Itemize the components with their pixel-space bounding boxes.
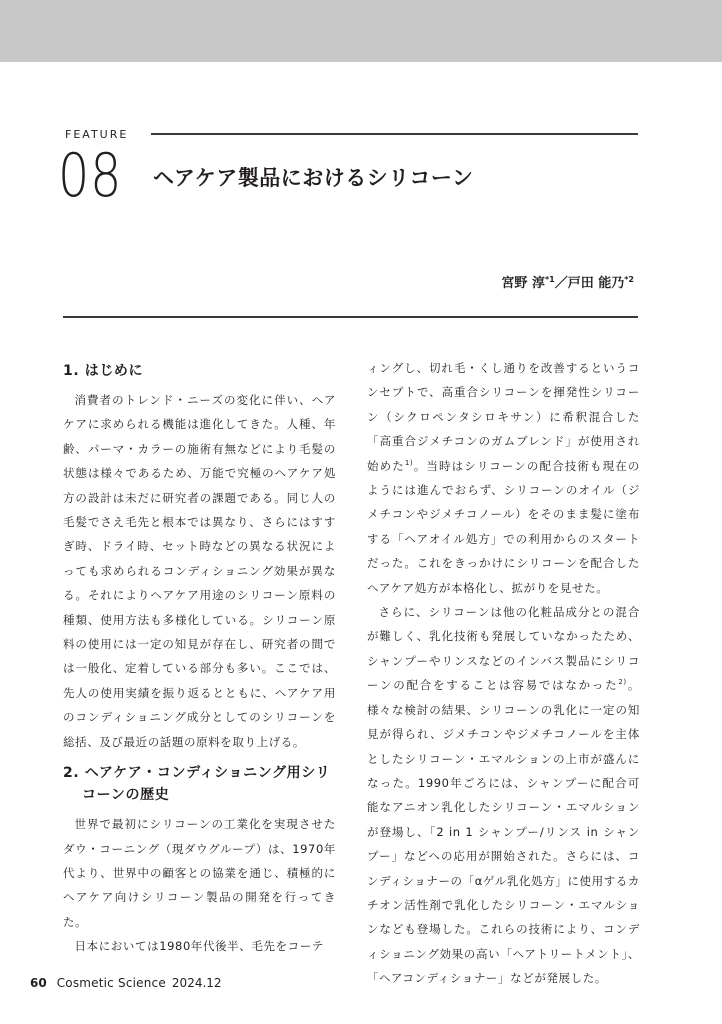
reference-1: 1) bbox=[404, 458, 414, 467]
feature-label: FEATURE bbox=[65, 128, 129, 141]
author-2: 戸田 能乃 bbox=[567, 276, 625, 291]
header-rule bbox=[63, 316, 638, 318]
author-line bbox=[501, 272, 634, 291]
author-1-mark: *1 bbox=[544, 275, 555, 284]
author-separator: ／ bbox=[554, 276, 568, 291]
author-1: 宮野 淳 bbox=[501, 276, 545, 291]
right-column bbox=[367, 356, 640, 991]
left-column bbox=[63, 356, 336, 959]
reference-2: 2) bbox=[618, 678, 627, 687]
page-footer bbox=[30, 976, 222, 990]
paragraph-text: さらに、シリコーンは他の化粧品成分との混合が難しく、乳化技術も発展していなかったため、シャンプーやリンスなどのインバス製品にシリコーンの配合をすることは容易ではなかった bbox=[367, 605, 640, 693]
section-1-heading: 1. はじめに bbox=[63, 363, 144, 379]
section-2-paragraph-3 bbox=[367, 600, 640, 991]
section-2-paragraph-2-start: 日本においては1980年代後半、毛先をコーテ bbox=[74, 939, 324, 954]
feature-number: 08 bbox=[58, 141, 123, 211]
section-1-paragraph: 消費者のトレンド・ニーズの変化に伴い、ヘアケアに求められる機能は進化してきた。人種、年齢、パーマ・カラーの施術有無などにより毛髪の状態は様々であるため、万能で究極のヘアケア処方の設計は未だに研究者の課題である。同じ人の毛髪でさえ毛先と根本では異なり、さらにはすすぎ時、ドライ時、セット時などの異なる状況によっても求められるコンディショニング効果が異なる。それによりヘアケア用途のシリコーン原料の種類、使用方法も多様化している。シリコーン原料の使用には一定の知見が存在し、研究者の間では一般化、定着している部分も多い。ここでは、先人の使用実績を振り返るとともに、ヘアケア用のコンディショニング成分としてのシリコーンを総括、及び最近の話題の原料を取り上げる。 bbox=[63, 393, 336, 749]
header-band bbox=[0, 0, 722, 62]
feature-rule bbox=[151, 133, 638, 135]
page-number: 60 bbox=[30, 976, 47, 990]
author-2-mark: *2 bbox=[624, 275, 634, 284]
article-title: ヘアケア製品におけるシリコーン bbox=[153, 166, 474, 190]
paragraph-text: 。当時はシリコーンの配合技術も現在のようには進んでおらず、シリコーンのオイル（ジメチコンやジメチコノール）をそのまま髪に塗布する「ヘアオイル処方」での利用からのスタートだった。これをきっかけにシリコーンを配合したヘアケア処方が本格化し、拡がりを見せた。 bbox=[367, 458, 640, 595]
section-2-paragraph-2-cont bbox=[367, 356, 640, 600]
section-2-heading: 2. ヘアケア・コンディショニング用シリコーンの歴史 bbox=[63, 765, 331, 804]
issue-date: 2024.12 bbox=[171, 976, 222, 990]
section-2-paragraph-1: 世界で最初にシリコーンの工業化を実現させたダウ・コーニング（現ダウグループ）は、1970年代より、世界中の顧客との協業を通じ、積極的にヘアケア向けシリコーン製品の開発を行ってきた。 bbox=[63, 817, 336, 929]
journal-name: Cosmetic Science bbox=[56, 976, 166, 990]
paragraph-text: 。様々な検討の結果、シリコーンの乳化に一定の知見が得られ、ジメチコンやジメチコノールを主体としたシリコーン・エマルションの上市が盛んになった。1990年ごろには、シャンプーに配合可能なアニオン乳化したシリコーン・エマルションが登場し、「2 in 1 シャンプー/リンス in シャンプー」などへの応用が開始された。さらには、コンディショナーの「αゲル乳化処方」に使用するカチオン活性剤で乳化したシリコーン・エマルションなども登場した。これらの技術により、コンディショニング効果の高い「ヘアトリートメント」、「ヘアコンディショナー」などが発展した。 bbox=[367, 678, 640, 986]
paragraph-text: ィングし、切れ毛・くし通りを改善するというコンセプトで、高重合シリコーンを揮発性シリコーン（シクロペンタシロキサン）に希釈混合した「高重合ジメチコンのガムブレンド」が使用され始めた bbox=[367, 361, 640, 473]
